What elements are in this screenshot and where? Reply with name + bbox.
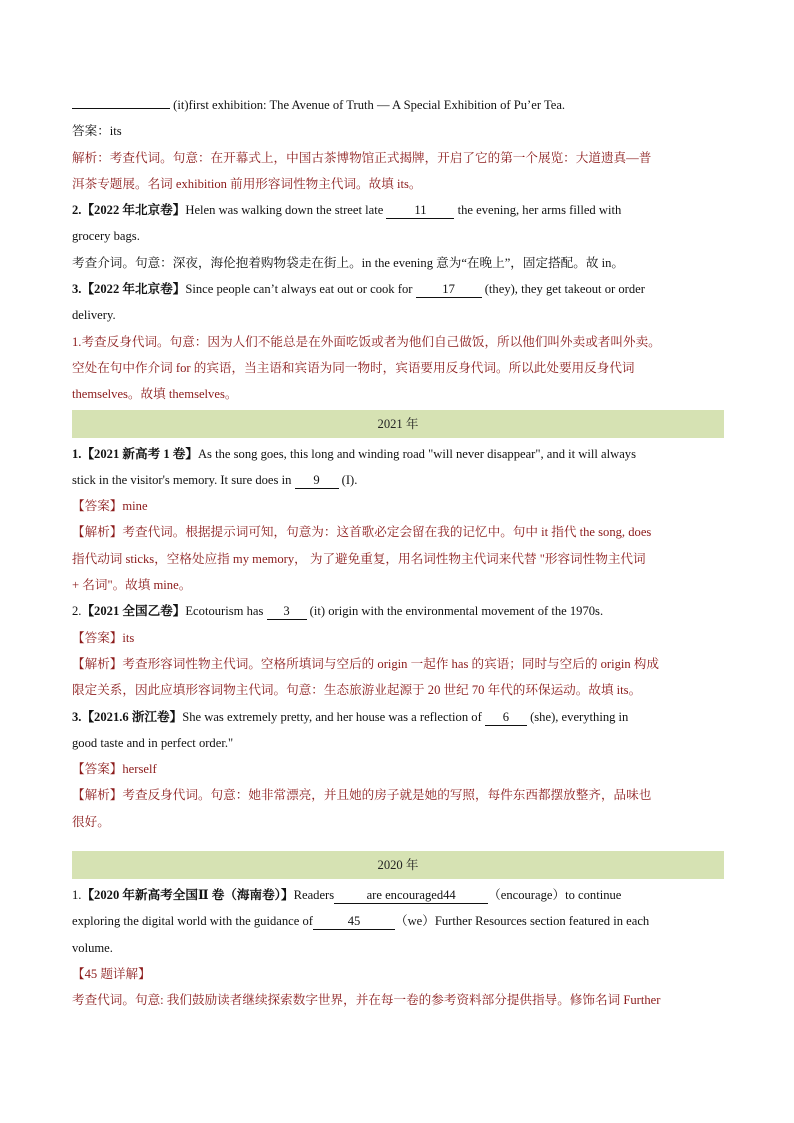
analysis-tag: 【解析】 (72, 656, 123, 671)
analysis-tag: 【解析】 (72, 788, 123, 803)
question-number: 2. (72, 604, 82, 619)
question-source: 【2021 全国乙卷】 (81, 604, 186, 619)
question-text: exploring the digital world with the guidance of (72, 914, 313, 929)
question-text: stick in the visitor's memory. It sure does in (72, 472, 295, 487)
analysis-line: 空处在句中作介词 for 的宾语，当主语和宾语为同一物时，宾语要用反身代词。所以此处要用反身代词 (72, 360, 635, 375)
answer-blank: 45 (313, 913, 395, 930)
analysis-line (72, 651, 724, 677)
question-text: (it)first exhibition: The Avenue of Truth — A Special Exhibition of Pu’er Tea. (173, 98, 566, 112)
answer-blank: 6 (485, 709, 527, 726)
analysis-line: 1.考查反身代词。句意：因为人们不能总是在外面吃饭或者为他们自己做饭，所以他们叫外卖或者叫外卖。 (72, 334, 661, 349)
analysis-line: themselves。故填 themselves。 (72, 387, 238, 402)
analysis-text: 考查形容词性物主代词。空格所填词与空后的 origin 一起作 has 的宾语；同时与空后的 origin 构成 (122, 656, 659, 671)
answer-value: its (122, 630, 135, 645)
question-source: 【2021.6 浙江卷】 (81, 709, 183, 724)
question-source: 【2022 年北京卷】 (81, 203, 186, 218)
analysis-text: 考查反身代词。句意：她非常漂亮，并且她的房子就是她的写照，每件东西都摆放整齐，品味也 (122, 788, 652, 803)
year-header-2020: 2020 年 (72, 851, 724, 879)
answer-value: mine (122, 499, 148, 514)
document-page (72, 92, 724, 1014)
question-text: (she), everything in (526, 709, 629, 724)
answer-line (72, 756, 724, 782)
spacer (72, 835, 724, 849)
question-number: 1. (72, 446, 82, 461)
analysis-line: 指代动词 sticks，空格处应指 my memory， 为了避免重复，用名词性物主代词来代替 "形容词性物主代词 (72, 551, 646, 566)
question-number: 3. (72, 282, 82, 297)
question-2022-3 (72, 276, 724, 302)
question-line: grocery bags. (72, 229, 140, 244)
analysis-line (72, 782, 724, 808)
analysis-line: 限定关系，因此应填形容词物主代词。句意：生态旅游业起源于 20 世纪 70 年代的环保运动。故填 its。 (72, 683, 642, 698)
question-text: the evening, her arms filled with (454, 203, 622, 218)
question-line (72, 908, 724, 934)
question-text: Ecotourism has (185, 604, 267, 619)
question-text: As the song goes, this long and winding road "will never disappear", and it will always (197, 446, 636, 461)
answer-blank (72, 108, 170, 109)
question-number: 1. (72, 888, 82, 903)
question-line (72, 467, 724, 493)
detail-tag: 【45 题详解】 (72, 966, 151, 981)
answer-blank: 17 (416, 281, 482, 298)
question-2021-3 (72, 704, 724, 730)
analysis-line (72, 519, 724, 545)
question-text: （we）Further Resources section featured in each (394, 914, 650, 929)
analysis-line: 考查介词。句意：深夜，海伦抱着购物袋走在街上。in the evening 意为“在晚上”，固定搭配。故 in。 (72, 255, 624, 270)
question-text: Helen was walking down the street late (185, 203, 387, 218)
question-text: She was extremely pretty, and her house was a reflection of (182, 709, 485, 724)
question-2020-1 (72, 882, 724, 908)
answer-value: herself (122, 762, 157, 777)
question-text: (I). (338, 472, 358, 487)
analysis-line: 考查代词。句意: 我们鼓励读者继续探索数字世界，并在每一卷的参考资料部分提供指导。修饰名词 Further (72, 993, 661, 1008)
answer-tag: 【答案】 (72, 499, 123, 514)
analysis-text: 考查代词。根据提示词可知，句意为：这首歌必定会留在我的记忆中。句中 it 指代 the song, does (122, 525, 652, 540)
answer-blank: 9 (295, 472, 339, 489)
answer-blank: 11 (386, 202, 454, 219)
analysis-tag: 【解析】 (72, 525, 123, 540)
question-number: 2. (72, 203, 82, 218)
question-text: (it) origin with the environmental movement of the 1970s. (306, 604, 604, 619)
question-text: Readers (293, 888, 335, 903)
question-line: good taste and in perfect order." (72, 735, 234, 750)
question-text: Since people can’t always eat out or cook for (185, 282, 416, 297)
question-line: volume. (72, 940, 113, 955)
answer-line: 答案：its (72, 124, 122, 139)
answer-blank: are encouraged44 (334, 887, 488, 904)
question-source: 【2020 年新高考全国Ⅱ 卷（海南卷）】 (81, 888, 294, 903)
answer-tag: 【答案】 (72, 762, 123, 777)
question-2022-2 (72, 197, 724, 223)
analysis-line: 很好。 (72, 814, 110, 829)
answer-blank: 3 (267, 603, 307, 620)
question-line: delivery. (72, 308, 116, 323)
question-text: (they), they get takeout or order (481, 282, 645, 297)
answer-tag: 【答案】 (72, 630, 123, 645)
question-source: 【2021 新高考 1 卷】 (81, 446, 198, 461)
year-header-2021: 2021 年 (72, 410, 724, 438)
answer-line (72, 493, 724, 519)
analysis-line: + 名词"。故填 mine。 (72, 578, 192, 593)
question-line (72, 92, 724, 118)
analysis-line: 洱茶专题展。名词 exhibition 前用形容词性物主代词。故填 its。 (72, 176, 422, 191)
question-source: 【2022 年北京卷】 (81, 282, 186, 297)
question-2021-2 (72, 598, 724, 624)
question-2021-1 (72, 441, 724, 467)
answer-line (72, 625, 724, 651)
question-number: 3. (72, 709, 82, 724)
analysis-line: 解析：考查代词。句意：在开幕式上，中国古茶博物馆正式揭牌，开启了它的第一个展览：大道遗真—普 (72, 150, 652, 165)
question-text: （encourage）to continue (488, 888, 622, 903)
